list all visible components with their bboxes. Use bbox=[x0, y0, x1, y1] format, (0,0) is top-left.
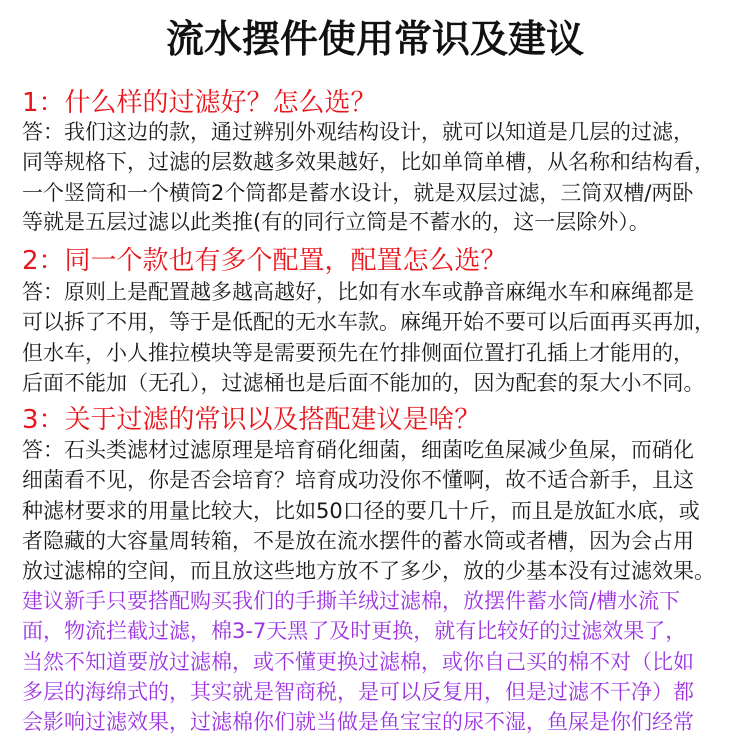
answer-2-line-3: 但水车，小人推拉模块等是需要预先在竹排侧面位置打孔插上才能用的， bbox=[22, 341, 694, 365]
advice-line-1: 建议新手只要搭配购买我们的手撕羊绒过滤棉，放摆件蓄水筒/槽水流下 bbox=[22, 589, 681, 613]
answer-1-line-3: 一个竖筒和一个横筒2个筒都是蓄水设计，就是双层过滤，三筒双槽/两卧 bbox=[22, 181, 694, 205]
advice-line-2: 面，物流拦截过滤，棉3-7天黑了及时更换，就有比较好的过滤效果了， bbox=[22, 619, 687, 643]
page-title: 流水摆件使用常识及建议 bbox=[165, 17, 584, 61]
answer-1-line-4: 等就是五层过滤以此类推(有的同行立筒是不蓄水的，这一层除外）。 bbox=[22, 210, 650, 234]
advice-line-4: 多层的海绵式的，其实就是智商税，是可以反复用，但是过滤不干净）都 bbox=[22, 680, 694, 704]
answer-3-line-5: 放过滤棉的空间，而且放这些地方放不了多少，放的少基本没有过滤效果。 bbox=[22, 559, 715, 583]
advice-line-5: 会影响过滤效果，过滤棉你们就当做是鱼宝宝的尿不湿，鱼屎是你们经常 bbox=[22, 710, 694, 734]
answer-3-line-3: 种滤材要求的用量比较大，比如50口径的要几十斤，而且是放缸水底，或 bbox=[22, 499, 700, 523]
answer-3-line-2: 细菌看不见，你是否会培育？培育成功没你不懂啊，故不适合新手，且这 bbox=[22, 468, 694, 492]
answer-3-line-4: 者隐藏的大容量周转箱，不是放在流水摆件的蓄水筒或者槽，因为会占用 bbox=[22, 529, 694, 553]
answer-1-line-1: 答：我们这边的款，通过辨别外观结构设计，就可以知道是几层的过滤， bbox=[22, 120, 694, 144]
question-1-heading: 1：什么样的过滤好？怎么选？ bbox=[22, 88, 377, 118]
answer-1-line-2: 同等规格下，过滤的层数越多效果越好，比如单筒单槽，从名称和结构看， bbox=[22, 150, 715, 174]
answer-2-line-2: 可以拆了不用，等于是低配的无水车款。麻绳开始不要可以后面再买再加， bbox=[22, 310, 715, 334]
answer-2-line-4: 后面不能加（无孔），过滤桶也是后面不能加的，因为配套的泵大小不同。 bbox=[22, 371, 705, 395]
question-2-heading: 2：同一个款也有多个配置，配置怎么选？ bbox=[22, 246, 507, 276]
answer-3-line-1: 答：石头类滤材过滤原理是培育硝化细菌，细菌吃鱼屎减少鱼屎，而硝化 bbox=[22, 438, 694, 462]
answer-2-line-1: 答：原则上是配置越多越高越好，比如有水车或静音麻绳水车和麻绳都是 bbox=[22, 280, 694, 304]
question-3-heading: 3：关于过滤的常识以及搭配建议是啥？ bbox=[22, 405, 481, 435]
advice-line-3: 当然不知道要放过滤棉，或不懂更换过滤棉，或你自己买的棉不对（比如 bbox=[22, 650, 694, 674]
